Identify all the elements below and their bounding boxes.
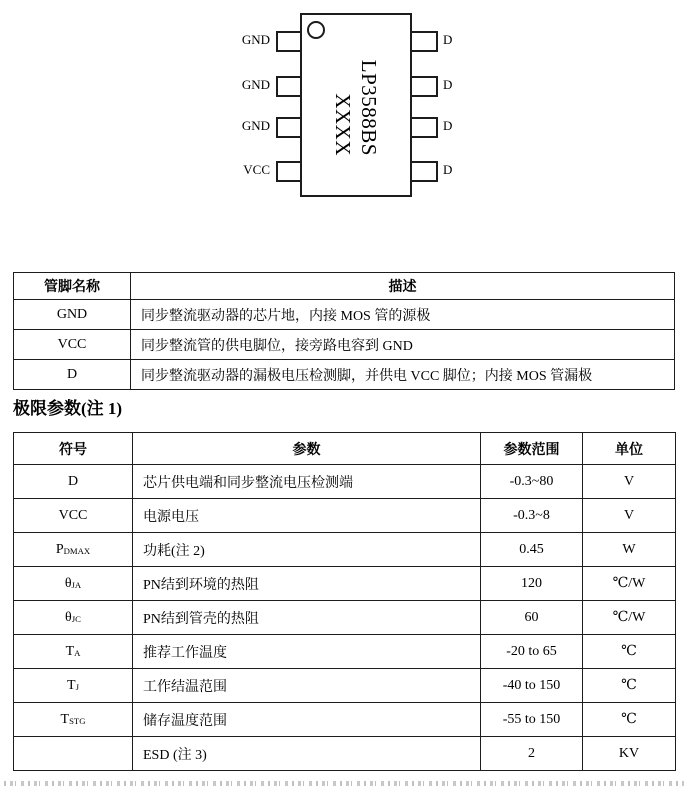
limits-table-row-1 [14,465,676,499]
limits-table-row-9 [14,737,676,771]
section-title-limit-parameters: 极限参数(注 1) [13,399,123,418]
pin-right-label-2: D [443,77,453,92]
parameter-cell: 芯片供电端和同步整流电压检测端 [133,465,481,499]
symbol-main: T [60,711,70,727]
pin-left-label-1: GND [241,32,270,47]
pin-left-1 [276,31,302,52]
limits-table-row-7 [14,669,676,703]
symbol-cell [14,499,133,533]
limits-table-row-3 [14,533,676,567]
limits-table-row-6 [14,635,676,669]
symbol-main: D [67,473,79,489]
range-cell: -40 to 150 [481,669,583,703]
pin-left-label-3: GND [241,118,270,133]
symbol-subscript: A [74,647,81,658]
symbol-main: P [55,541,64,557]
range-cell: -0.3~80 [481,465,583,499]
range-cell: -0.3~8 [481,499,583,533]
parameter-cell: 电源电压 [133,499,481,533]
range-cell: -20 to 65 [481,635,583,669]
symbol-subscript: JC [71,613,81,624]
unit-cell: V [583,499,676,533]
pin-left-4 [276,161,302,182]
parameter-cell: 工作结温范围 [133,669,481,703]
symbol-subscript: JA [71,579,82,590]
pin-left-label-4: VCC [243,162,270,177]
limits-table-row-2 [14,499,676,533]
pin-table-header-desc: 描述 [131,273,675,300]
symbol-cell [14,567,133,601]
pin-left-label-2: GND [241,77,270,92]
parameter-cell: 推荐工作温度 [133,635,481,669]
symbol-main: T [65,643,75,659]
pin-desc-cell: 同步整流管的供电脚位，接旁路电容到 GND [131,330,675,360]
pin-name-cell: GND [14,300,131,330]
pin-right-2 [410,76,438,97]
pin-left-3 [276,117,302,138]
unit-cell: ℃ [583,635,676,669]
parameter-cell: 功耗(注 2) [133,533,481,567]
pin-description-table [13,272,675,390]
limits-table-header-row [14,433,676,465]
range-cell: -55 to 150 [481,703,583,737]
pin-table-header-row [14,273,675,300]
unit-cell: ℃/W [583,601,676,635]
pin1-indicator-circle-icon [307,21,325,39]
pin-left-2 [276,76,302,97]
pin-right-label-3: D [443,118,453,133]
pin-table-row-1 [14,300,675,330]
symbol-main: θ [65,609,72,625]
limits-header-parameter: 参数 [133,433,481,465]
limits-table-body [14,465,676,771]
limits-header-symbol: 符号 [14,433,133,465]
pin-name-cell: D [14,360,131,390]
limits-header-range: 参数范围 [481,433,583,465]
symbol-cell [14,635,133,669]
pin-right-3 [410,117,438,138]
range-cell: 0.45 [481,533,583,567]
symbol-subscript: STG [69,715,86,726]
pin-table-row-2 [14,330,675,360]
pin-right-1 [410,31,438,52]
limits-header-unit: 单位 [583,433,676,465]
symbol-subscript: DMAX [63,545,91,556]
pin-desc-cell: 同步整流驱动器的漏极电压检测脚，并供电 VCC 脚位；内接 MOS 管漏极 [131,360,675,390]
unit-cell: ℃/W [583,567,676,601]
pin-table-row-3 [14,360,675,390]
range-cell: 2 [481,737,583,771]
limit-parameters-table [13,432,676,771]
symbol-main: VCC [58,507,88,523]
symbol-cell [14,703,133,737]
symbol-main: T [67,677,76,693]
pin-table-body [14,300,675,390]
pin-table-header-name: 管脚名称 [14,273,131,300]
limits-table-row-5 [14,601,676,635]
range-cell: 60 [481,601,583,635]
unit-cell: ℃ [583,703,676,737]
parameter-cell: PN结到环境的热阻 [133,567,481,601]
parameter-cell: PN结到管壳的热阻 [133,601,481,635]
unit-cell: KV [583,737,676,771]
chip-part-number-line1: LP3588BS [357,59,381,156]
symbol-cell [14,533,133,567]
parameter-cell: 储存温度范围 [133,703,481,737]
clipped-footnote-line [4,781,684,786]
chip-part-number-line2: XXXX [331,93,355,156]
chip-part-number [330,52,382,156]
range-cell: 120 [481,567,583,601]
symbol-cell [14,601,133,635]
unit-cell: W [583,533,676,567]
limits-table-row-4 [14,567,676,601]
symbol-cell [14,669,133,703]
symbol-subscript: J [75,681,79,692]
pin-right-4 [410,161,438,182]
limits-table-row-8 [14,703,676,737]
unit-cell: V [583,465,676,499]
pin-name-cell: VCC [14,330,131,360]
parameter-cell: ESD (注 3) [133,737,481,771]
unit-cell: ℃ [583,669,676,703]
symbol-cell [14,737,133,771]
pin-right-label-4: D [443,162,453,177]
pin-desc-cell: 同步整流驱动器的芯片地，内接 MOS 管的源极 [131,300,675,330]
symbol-cell [14,465,133,499]
symbol-main: θ [64,575,72,591]
pin-right-label-1: D [443,32,453,47]
